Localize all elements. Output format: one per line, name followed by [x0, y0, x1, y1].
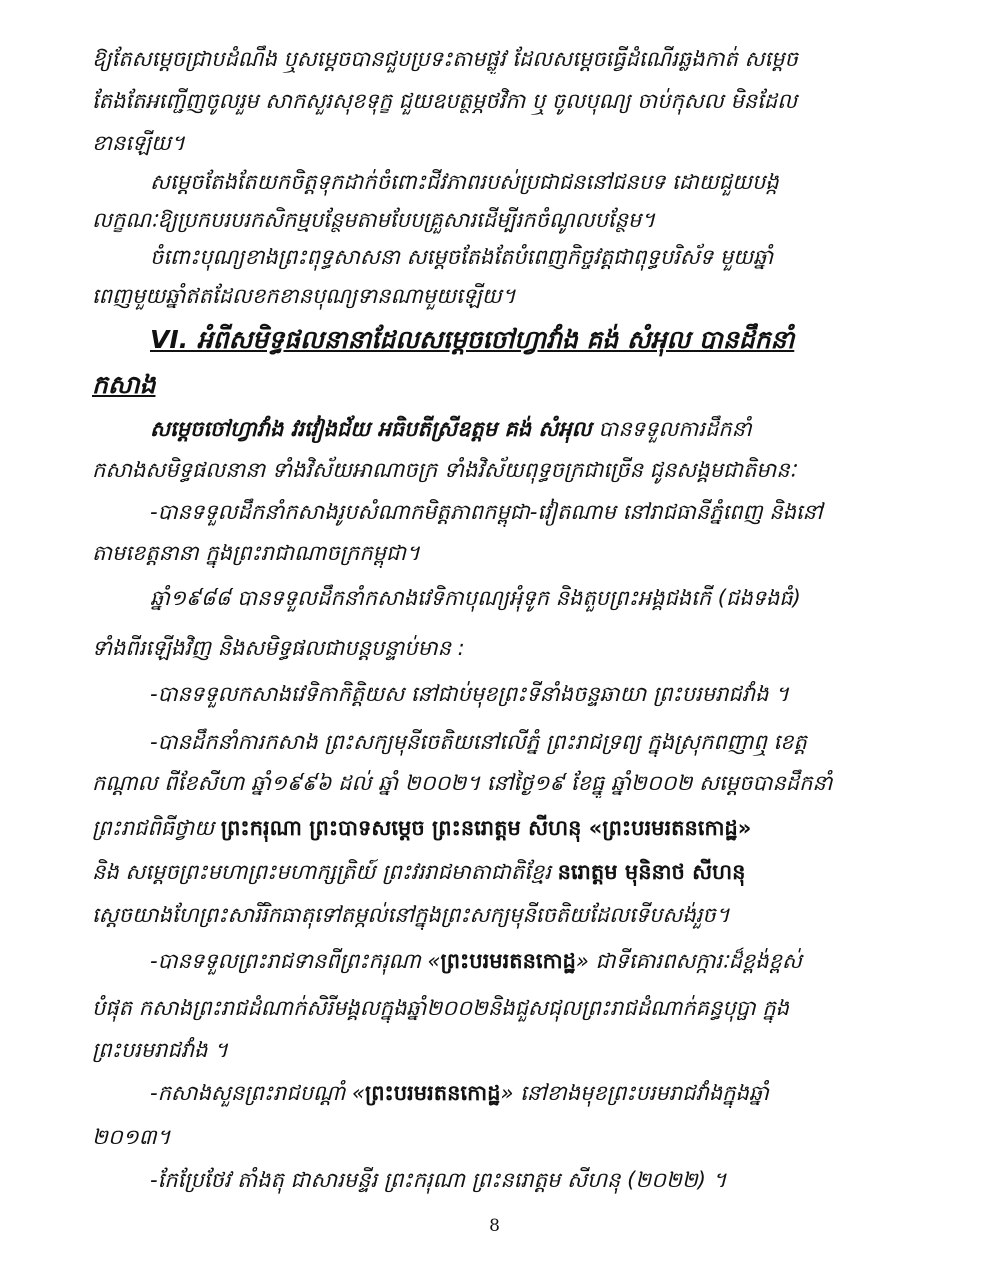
paragraph-line: តែងតែអញ្ជើញចូលរួម សាកសួរសុខទុក្ខ ជួយឧបត្ថម្ភថវិកា ឬ ចូលបុណ្យ ចាប់កុសល មិនដែល [92, 89, 798, 113]
paragraph-line [92, 857, 912, 887]
paragraph-line [92, 813, 912, 843]
paragraph-line: ស្តេចយាងហែព្រះសារីរិកធាតុទៅតម្កល់នៅក្នុងព្រះសក្យមុនីចេតិយដែលទើបសង់រួច។ [92, 903, 730, 927]
paragraph-line: សម្តេចតែងតែយកចិត្តទុកដាក់ចំពោះជីវភាពរបស់ប្រជាជននៅជនបទ ដោយជួយបង្ក [150, 170, 779, 194]
paragraph-text: -កសាងសួនព្រះរាជបណ្តាំ « [150, 1081, 365, 1105]
paragraph-line: ឱ្យតែសម្តេចជ្រាបដំណឹង ឬសម្តេចបានជួបប្រទះតាមផ្លូវ ដែលសម្តេចធ្វើដំណើរឆ្លងកាត់ សម្តេច [92, 47, 798, 71]
list-item: -បានទទួលដឹកនាំកសាងរូបសំណាកមិត្តភាពកម្ពុជា-វៀតណាម នៅរាជធានីភ្នំពេញ និងនៅ [150, 500, 823, 524]
paragraph-text: ព្រះរាជពិធីថ្វាយ [92, 816, 221, 840]
royal-title: ព្រះករុណា ព្រះបាទសម្តេច ព្រះនរោត្តម សីហនុ «ព្រះបរមរតនកោដ្ឋ» [220, 816, 752, 840]
paragraph-line: ទាំងពីរឡើងវិញ និងសមិទ្ធផលជាបន្តបន្ទាប់មាន : [92, 636, 465, 660]
paragraph-text: និង សម្តេចព្រះមហាព្រះមហាក្សត្រិយ៍ ព្រះវររាជមាតាជាតិខ្មែរ [92, 860, 558, 884]
paragraph-line: ពេញមួយឆ្នាំឥតដែលខកខានបុណ្យទានណាមួយឡើយ។ [92, 284, 516, 308]
paragraph-line: ចំពោះបុណ្យខាងព្រះពុទ្ធសាសនា សម្តេចតែងតែបំពេញកិច្ចវត្តជាពុទ្ធបរិស័ទ មួយឆ្នាំ [150, 245, 774, 269]
paragraph-line: ឆ្នាំ១៩៨៨ បានទទួលដឹកនាំកសាងវេទិកាបុណ្យអុំទូក និងតួបព្រះអង្គជងកើ (ជងទងធំ) [150, 586, 801, 610]
paragraph-text: បានទទួលការដឹកនាំ [591, 417, 752, 441]
paragraph-text: » នៅខាងមុខព្រះបរមរាជវាំងក្នុងឆ្នាំ [500, 1081, 769, 1105]
paragraph-line [150, 414, 912, 444]
section-heading: VI. អំពីសមិទ្ធផលនានាដែលសម្តេចចៅហ្វាវាំង គង់ សំអុល បានដឹកនាំ [150, 325, 795, 354]
leader-name: សម្តេចចៅហ្វាវាំង វរវៀងជ័យ អធិបតីស្រីឧត្តម គង់ សំអុល [150, 417, 592, 441]
paragraph-line: តាមខេត្តនានា ក្នុងព្រះរាជាណាចក្រកម្ពុជា។ [92, 541, 420, 565]
paragraph-line: ខានឡើយ។ [92, 131, 185, 155]
royal-title: ព្រះបរមរតនកោដ្ឋ [440, 949, 576, 973]
paragraph-line: លក្ខណៈឱ្យប្រកបរបរកសិកម្មបន្ថែមតាមបែបគ្រួសារដើម្បីរកចំណូលបន្ថែម។ [92, 208, 656, 232]
list-item [150, 946, 912, 976]
paragraph-text: -បានទទួលព្រះរាជទានពីព្រះករុណា « [150, 949, 441, 973]
paragraph-line: កសាងសមិទ្ធផលនានា ទាំងវិស័យអាណាចក្រ ទាំងវិស័យពុទ្ធចក្រជាច្រើន ជូនសង្គមជាតិមានៈ [92, 458, 797, 482]
royal-name: នរោត្តម មុនិនាថ សីហនុ [557, 860, 746, 884]
paragraph-line: បំផុត កសាងព្រះរាជដំណាក់សិរីមង្គលក្នុងឆ្នាំ២០០២និងជួសជុលព្រះរាជដំណាក់គន្ធបុប្ផា ក្នុង [92, 996, 789, 1020]
paragraph-line: ព្រះបរមរាជវាំង ។ [92, 1038, 228, 1062]
paragraph-line: កណ្តាល ពីខែសីហា ឆ្នាំ១៩៩៦ ដល់ ឆ្នាំ ២០០២។ នៅថ្ងៃ១៩ ខែធ្នូ ឆ្នាំ២០០២ សម្តេចបានដឹកនាំ [92, 771, 833, 795]
section-heading-continued: កសាង [92, 370, 156, 399]
list-item: -បានដឹកនាំការកសាង ព្រះសក្យមុនីចេតិយនៅលើភ្នំ ព្រះរាជទ្រព្យ ក្នុងស្រុកពញាឮ ខេត្ត [150, 730, 807, 754]
list-item: -កែប្រែថែវ តាំងតុ ជាសារមន្ទីរ ព្រះករុណា ព្រះនរោត្តម សីហនុ (២០២២) ។ [150, 1168, 727, 1192]
list-item: -បានទទួលកសាងវេទិកាកិត្តិយស នៅជាប់មុខព្រះទីនាំងចន្ទឆាយា ព្រះបរមរាជវាំង ។ [150, 682, 789, 706]
page-number: 8 [489, 1216, 500, 1236]
royal-title: ព្រះបរមរតនកោដ្ឋ [364, 1081, 501, 1105]
paragraph-line: ២០១៣។ [92, 1125, 171, 1149]
list-item [150, 1078, 912, 1108]
paragraph-text: » ជាទីគោរពសក្ការៈដ៏ខ្ពង់ខ្ពស់ [575, 949, 802, 973]
